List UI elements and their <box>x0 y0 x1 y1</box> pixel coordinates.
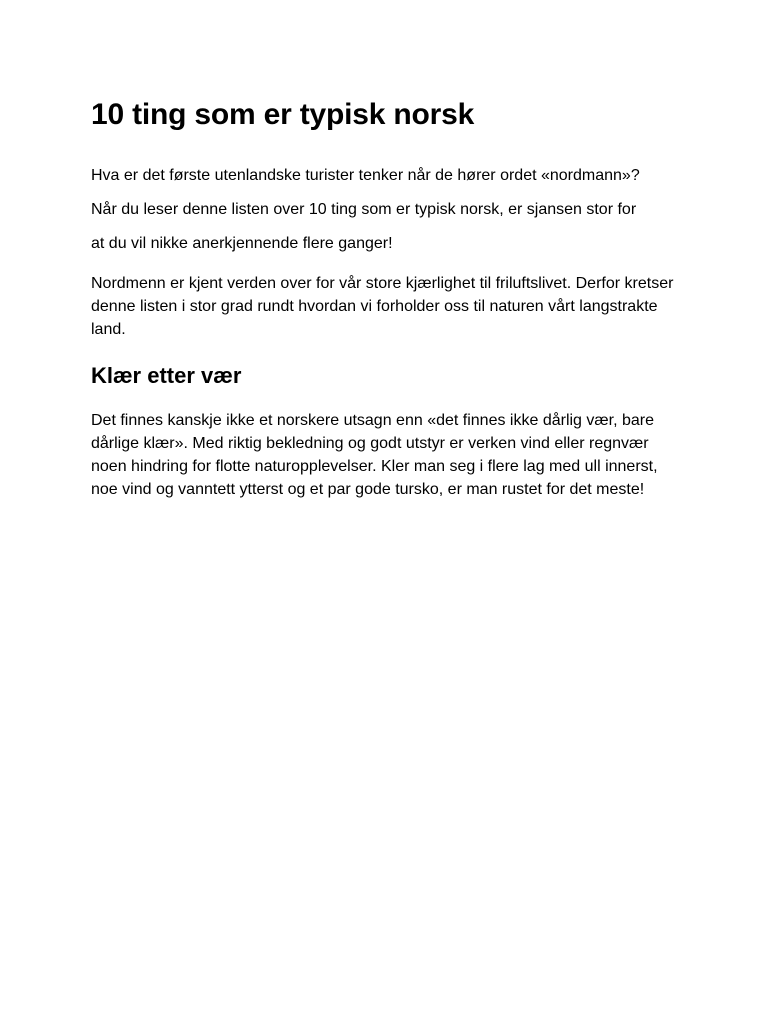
intro-line-3: at du vil nikke anerkjennende flere ganger! <box>91 235 393 252</box>
section-heading-klaer-etter-vaer: Klær etter vær <box>91 363 242 388</box>
paragraph-nordmenn: Nordmenn er kjent verden over for vår store kjærlighet til friluftslivet. Derfor kretser denne listen i stor grad rundt hvordan vi forholder oss til naturen vårt langstrakte land. <box>91 275 674 338</box>
intro-line-1: Hva er det første utenlandske turister tenker når de hører ordet «nordmann»? <box>91 167 640 184</box>
intro-line-2: Når du leser denne listen over 10 ting som er typisk norsk, er sjansen stor for <box>91 201 637 218</box>
document-title: 10 ting som er typisk norsk <box>91 98 475 131</box>
section-body-klaer-etter-vaer: Det finnes kanskje ikke et norskere utsagn enn «det finnes ikke dårlig vær, bare dårlige klær». Med riktig bekledning og godt utstyr er verken vind eller regnvær noen hindring for flotte naturopplevelser. Kler man seg i flere lag med ull innerst, noe vind og vanntett ytterst og et par gode tursko, er man rustet for det meste! <box>91 412 658 498</box>
